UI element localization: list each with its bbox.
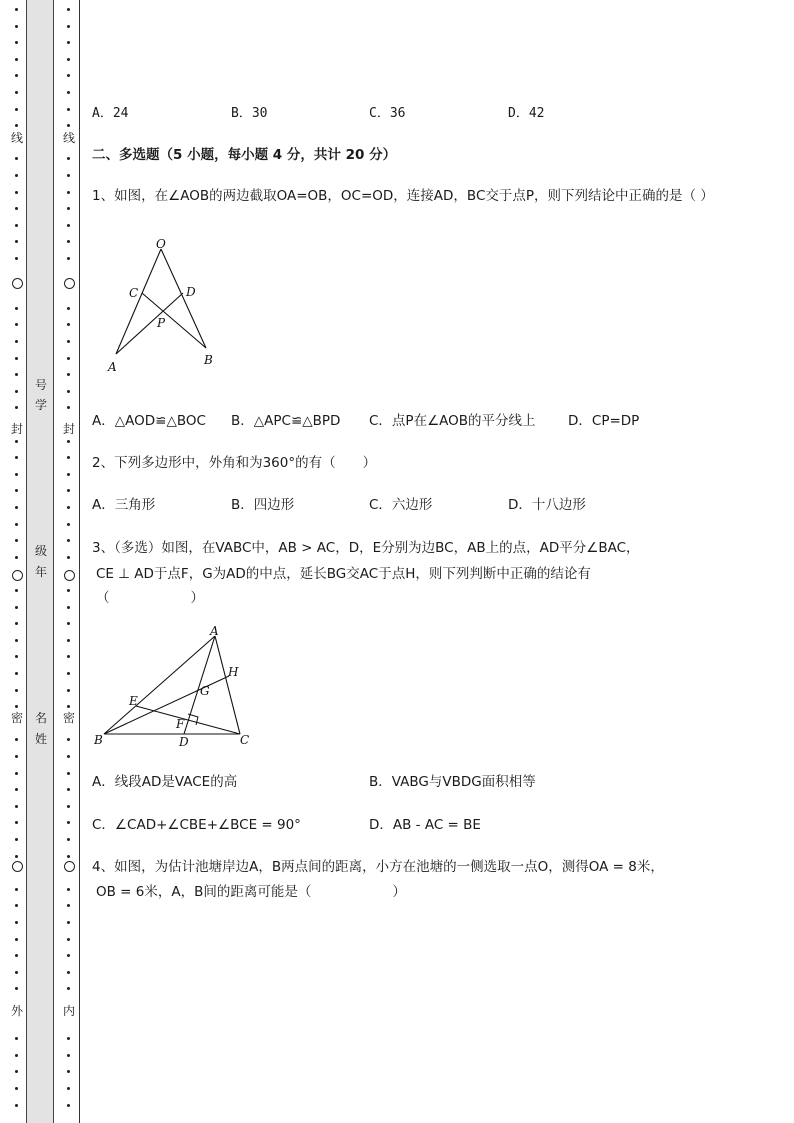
outer-seal-line bbox=[12, 0, 24, 1123]
outer-dot bbox=[15, 1054, 18, 1057]
q3-label-a: A bbox=[210, 624, 219, 638]
outer-dot bbox=[15, 921, 18, 924]
q2-option-a: A．三角形 bbox=[92, 497, 156, 513]
inner-dot bbox=[67, 174, 70, 177]
outer-hole-circle bbox=[12, 861, 23, 872]
outer-dot bbox=[15, 971, 18, 974]
inner-dot bbox=[67, 821, 70, 824]
q1-option-c: C．点P在∠AOB的平分线上 bbox=[369, 413, 536, 429]
outer-dot bbox=[15, 738, 18, 741]
q3-option-c: C．∠CAD+∠CBE+∠BCE = 90° bbox=[92, 817, 301, 833]
outer-dot bbox=[15, 108, 18, 111]
inner-dot bbox=[67, 655, 70, 658]
outer-dot bbox=[15, 755, 18, 758]
inner-dot bbox=[67, 639, 70, 642]
outer-dot bbox=[15, 1087, 18, 1090]
outer-dot bbox=[15, 1070, 18, 1073]
inner-dot bbox=[67, 357, 70, 360]
outer-dot bbox=[15, 838, 18, 841]
inner-dot bbox=[67, 74, 70, 77]
q1-option-a: A．△AOD≌△BOC bbox=[92, 413, 206, 429]
inner-dot bbox=[67, 689, 70, 692]
inner-dot bbox=[67, 489, 70, 492]
outer-dot bbox=[15, 954, 18, 957]
section-title: 二、多选题（5 小题，每小题 4 分，共计 20 分） bbox=[92, 147, 397, 163]
outer-label: 密 bbox=[11, 711, 24, 725]
question-1-text: 1、如图，在∠AOB的两边截取OA=OB，OC=OD，连接AD，BC交于点P，则下列结论中正确的是（ ） bbox=[92, 188, 714, 204]
outer-dot bbox=[15, 772, 18, 775]
prev-option-d: D．42 bbox=[508, 106, 545, 121]
inner-seal-line bbox=[64, 0, 76, 1123]
question-3-line-3: （ ） bbox=[96, 590, 204, 606]
inner-dot bbox=[67, 921, 70, 924]
q3-line-ab bbox=[104, 636, 215, 734]
inner-label: 内 bbox=[63, 1004, 76, 1018]
outer-dot bbox=[15, 91, 18, 94]
outer-dot bbox=[15, 373, 18, 376]
outer-dot bbox=[15, 440, 18, 443]
outer-dot bbox=[15, 174, 18, 177]
inner-dot bbox=[67, 25, 70, 28]
inner-dot bbox=[67, 971, 70, 974]
outer-dot bbox=[15, 224, 18, 227]
band-label-ming: 名 bbox=[34, 711, 47, 725]
inner-dot bbox=[67, 556, 70, 559]
inner-dot bbox=[67, 622, 70, 625]
inner-dot bbox=[67, 124, 70, 127]
inner-dot bbox=[67, 191, 70, 194]
inner-label: 密 bbox=[63, 711, 76, 725]
inner-dot bbox=[67, 390, 70, 393]
outer-dot bbox=[15, 539, 18, 542]
inner-dot bbox=[67, 539, 70, 542]
inner-dot bbox=[67, 523, 70, 526]
inner-dot bbox=[67, 224, 70, 227]
inner-hole-circle bbox=[64, 278, 75, 289]
outer-label: 线 bbox=[11, 131, 24, 145]
outer-dot bbox=[15, 157, 18, 160]
outer-dot bbox=[15, 207, 18, 210]
inner-dot bbox=[67, 1070, 70, 1073]
inner-dot bbox=[67, 888, 70, 891]
inner-dot bbox=[67, 406, 70, 409]
outer-dot bbox=[15, 622, 18, 625]
band-label-xue: 学 bbox=[34, 398, 47, 412]
q1-line-ob bbox=[161, 249, 206, 348]
q3-label-g: G bbox=[200, 684, 210, 698]
outer-label: 外 bbox=[11, 1004, 24, 1018]
prev-option-c: C．36 bbox=[369, 106, 406, 121]
outer-dot bbox=[15, 191, 18, 194]
q1-label-o: O bbox=[156, 237, 166, 251]
outer-dot bbox=[15, 655, 18, 658]
inner-hole-circle bbox=[64, 570, 75, 581]
q3-figure bbox=[92, 624, 262, 750]
outer-dot bbox=[15, 821, 18, 824]
outer-dot bbox=[15, 489, 18, 492]
inner-dot bbox=[67, 589, 70, 592]
outer-dot bbox=[15, 307, 18, 310]
inner-dot bbox=[67, 855, 70, 858]
outer-dot bbox=[15, 788, 18, 791]
outer-dot bbox=[15, 74, 18, 77]
question-3-line-1: 3、（多选）如图，在VABC中，AB > AC，D，E分别为边BC，AB上的点，AD平分∠BAC， bbox=[92, 540, 640, 556]
outer-dot bbox=[15, 987, 18, 990]
q1-figure bbox=[104, 232, 224, 377]
q2-option-b: B．四边形 bbox=[231, 497, 295, 513]
inner-dot bbox=[67, 456, 70, 459]
outer-dot bbox=[15, 1104, 18, 1107]
outer-dot bbox=[15, 257, 18, 260]
inner-dot bbox=[67, 987, 70, 990]
outer-dot bbox=[15, 855, 18, 858]
inner-dot bbox=[67, 207, 70, 210]
question-4-line-1: 4、如图，为估计池塘岸边A，B两点间的距离，小方在池塘的一侧选取一点O，测得OA = 8米， bbox=[92, 859, 664, 875]
inner-dot bbox=[67, 805, 70, 808]
inner-dot bbox=[67, 1104, 70, 1107]
q1-label-a: A bbox=[108, 360, 117, 374]
q1-label-b: B bbox=[204, 353, 213, 367]
q3-label-d: D bbox=[179, 735, 189, 749]
outer-dot bbox=[15, 639, 18, 642]
band-label-hao: 号 bbox=[34, 378, 47, 392]
q1-option-d: D．CP=DP bbox=[568, 413, 640, 429]
q2-option-d: D．十八边形 bbox=[508, 497, 586, 513]
outer-dot bbox=[15, 705, 18, 708]
inner-hole-circle bbox=[64, 861, 75, 872]
outer-dot bbox=[15, 473, 18, 476]
outer-dot bbox=[15, 340, 18, 343]
outer-dot bbox=[15, 888, 18, 891]
inner-dot bbox=[67, 373, 70, 376]
q3-label-b: B bbox=[94, 733, 103, 747]
inner-dot bbox=[67, 954, 70, 957]
q3-label-c: C bbox=[240, 733, 250, 747]
inner-dot bbox=[67, 8, 70, 11]
inner-label: 封 bbox=[63, 422, 76, 436]
inner-dot bbox=[67, 58, 70, 61]
inner-dot bbox=[67, 108, 70, 111]
q1-line-da bbox=[116, 293, 183, 354]
inner-dot bbox=[67, 755, 70, 758]
q3-label-h: H bbox=[228, 665, 239, 679]
band-label-nian: 年 bbox=[34, 565, 47, 579]
q3-line-bh bbox=[104, 676, 229, 734]
inner-dot bbox=[67, 340, 70, 343]
outer-dot bbox=[15, 41, 18, 44]
outer-dot bbox=[15, 904, 18, 907]
q3-line-ec bbox=[136, 706, 240, 734]
inner-dot bbox=[67, 323, 70, 326]
outer-dot bbox=[15, 240, 18, 243]
outer-dot bbox=[15, 323, 18, 326]
inner-dot bbox=[67, 788, 70, 791]
inner-dot bbox=[67, 838, 70, 841]
outer-dot bbox=[15, 606, 18, 609]
q1-option-b: B．△APC≌△BPD bbox=[231, 413, 341, 429]
outer-label: 封 bbox=[11, 422, 24, 436]
outer-hole-circle bbox=[12, 570, 23, 581]
q3-option-a: A．线段AD是VACE的高 bbox=[92, 774, 238, 790]
outer-hole-circle bbox=[12, 278, 23, 289]
q3-option-d: D．AB - AC = BE bbox=[369, 817, 481, 833]
inner-dot bbox=[67, 506, 70, 509]
inner-dot bbox=[67, 91, 70, 94]
margin-divider bbox=[79, 0, 80, 1123]
outer-dot bbox=[15, 58, 18, 61]
inner-label: 线 bbox=[63, 131, 76, 145]
inner-dot bbox=[67, 473, 70, 476]
q3-option-b: B．VABG与VBDG面积相等 bbox=[369, 774, 536, 790]
inner-dot bbox=[67, 705, 70, 708]
outer-dot bbox=[15, 406, 18, 409]
inner-dot bbox=[67, 257, 70, 260]
outer-dot bbox=[15, 589, 18, 592]
inner-dot bbox=[67, 904, 70, 907]
inner-dot bbox=[67, 1087, 70, 1090]
q3-label-f: F bbox=[176, 717, 185, 731]
outer-dot bbox=[15, 938, 18, 941]
outer-dot bbox=[15, 357, 18, 360]
inner-dot bbox=[67, 440, 70, 443]
question-2-text: 2、下列多边形中，外角和为360°的有（ ） bbox=[92, 455, 377, 471]
outer-dot bbox=[15, 456, 18, 459]
inner-dot bbox=[67, 41, 70, 44]
outer-dot bbox=[15, 506, 18, 509]
outer-dot bbox=[15, 689, 18, 692]
outer-dot bbox=[15, 805, 18, 808]
inner-dot bbox=[67, 738, 70, 741]
outer-dot bbox=[15, 124, 18, 127]
q1-label-p: P bbox=[157, 316, 166, 330]
inner-dot bbox=[67, 672, 70, 675]
q2-option-c: C．六边形 bbox=[369, 497, 433, 513]
question-4-line-2: OB = 6米，A，B间的距离可能是（ ） bbox=[96, 884, 406, 900]
inner-dot bbox=[67, 606, 70, 609]
inner-dot bbox=[67, 772, 70, 775]
outer-dot bbox=[15, 8, 18, 11]
band-label-xing: 姓 bbox=[34, 732, 47, 746]
inner-dot bbox=[67, 240, 70, 243]
inner-dot bbox=[67, 1054, 70, 1057]
inner-dot bbox=[67, 307, 70, 310]
outer-dot bbox=[15, 523, 18, 526]
q1-line-oa bbox=[116, 249, 161, 354]
prev-option-b: B．30 bbox=[231, 106, 268, 121]
outer-dot bbox=[15, 672, 18, 675]
inner-dot bbox=[67, 1037, 70, 1040]
outer-dot bbox=[15, 25, 18, 28]
inner-dot bbox=[67, 938, 70, 941]
inner-dot bbox=[67, 157, 70, 160]
q1-label-c: C bbox=[129, 286, 139, 300]
q1-label-d: D bbox=[186, 285, 196, 299]
outer-dot bbox=[15, 1037, 18, 1040]
outer-dot bbox=[15, 556, 18, 559]
q3-label-e: E bbox=[129, 694, 138, 708]
band-label-ji: 级 bbox=[34, 544, 47, 558]
q3-line-ac bbox=[215, 636, 240, 734]
prev-option-a: A．24 bbox=[92, 106, 129, 121]
outer-dot bbox=[15, 390, 18, 393]
question-3-line-2: CE ⊥ AD于点F，G为AD的中点，延长BG交AC于点H，则下列判断中正确的结论有 bbox=[96, 566, 591, 582]
binding-margin bbox=[0, 0, 84, 1123]
